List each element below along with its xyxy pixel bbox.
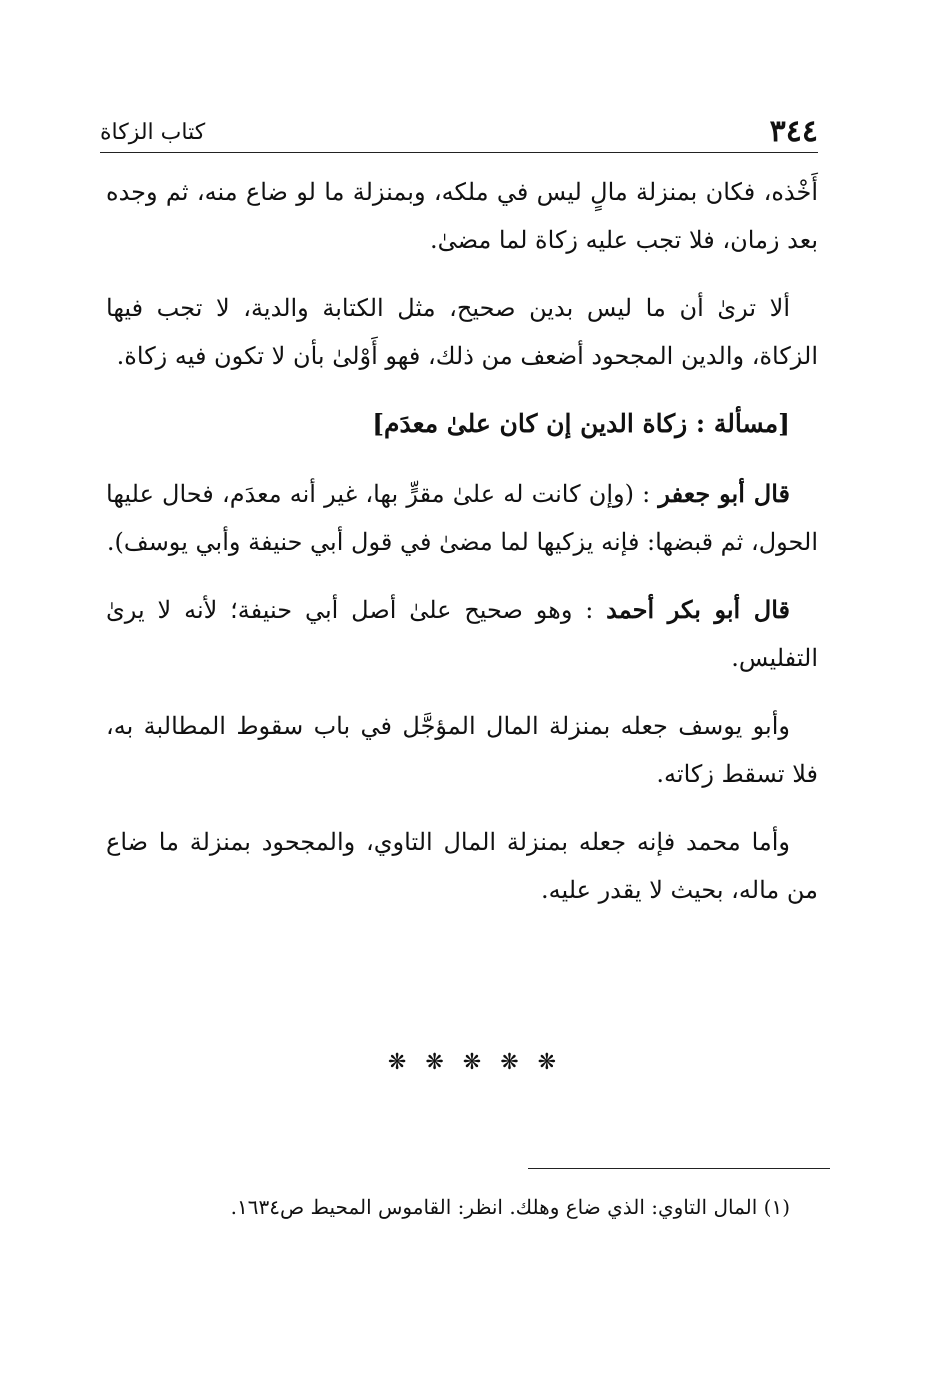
paragraph-muhammad: وأما محمد فإنه جعله بمنزلة المال التاوي، والمجحود بمنزلة ما ضاع من ماله، بحيث لا يقدر عليه. — [106, 828, 818, 904]
chapter-title: كتاب الزكاة — [100, 120, 206, 145]
paragraph-abu-bakr — [106, 586, 818, 682]
page-number: ٣٤٤ — [769, 114, 818, 149]
paragraph-abu-yusuf: وأبو يوسف جعله بمنزلة المال المؤجَّل في باب سقوط المطالبة به، فلا تسقط زكاته. — [106, 712, 818, 788]
speaker-name: قال أبو جعفر — [658, 479, 790, 508]
footnote: (١) المال التاوي: الذي ضاع وهلك. انظر: القاموس المحيط ص١٦٣٤. — [230, 1195, 790, 1219]
footnote-divider — [528, 1168, 830, 1169]
paragraph-debt-comparison: ألا ترىٰ أن ما ليس بدين صحيح، مثل الكتابة والدية، لا تجب فيها الزكاة، والدين المجحود أضعف من ذلك، فهو أَوْلىٰ بأن لا تكون فيه زكاة. — [106, 294, 818, 370]
paragraph-continuation: أَخْذه، فكان بمنزلة مالٍ ليس في ملكه، وبمنزلة ما لو ضاع منه، ثم وجده بعد زمان، فلا تجب عليه زكاة لما مضىٰ. — [106, 178, 818, 254]
main-text — [106, 168, 818, 934]
paragraph-abu-jafar — [106, 470, 818, 566]
quote-text: : (وإن كانت له علىٰ مقرٍّ بها، غير أنه معدَم، فحال عليها الحول، ثم قبضها: فإنه يزكيها لما مضىٰ في قول أبي حنيفة وأبي يوسف). — [106, 480, 818, 556]
speaker-name: قال أبو بكر أحمد — [606, 595, 790, 624]
running-header — [100, 108, 818, 153]
section-heading: [مسألة : زكاة الدين إن كان علىٰ معدَم] — [372, 409, 790, 438]
section-separator: ❋ ❋ ❋ ❋ ❋ — [387, 1050, 563, 1075]
commentary-text: : وهو صحيح علىٰ أصل أبي حنيفة؛ لأنه لا يرىٰ التفليس. — [106, 596, 818, 672]
